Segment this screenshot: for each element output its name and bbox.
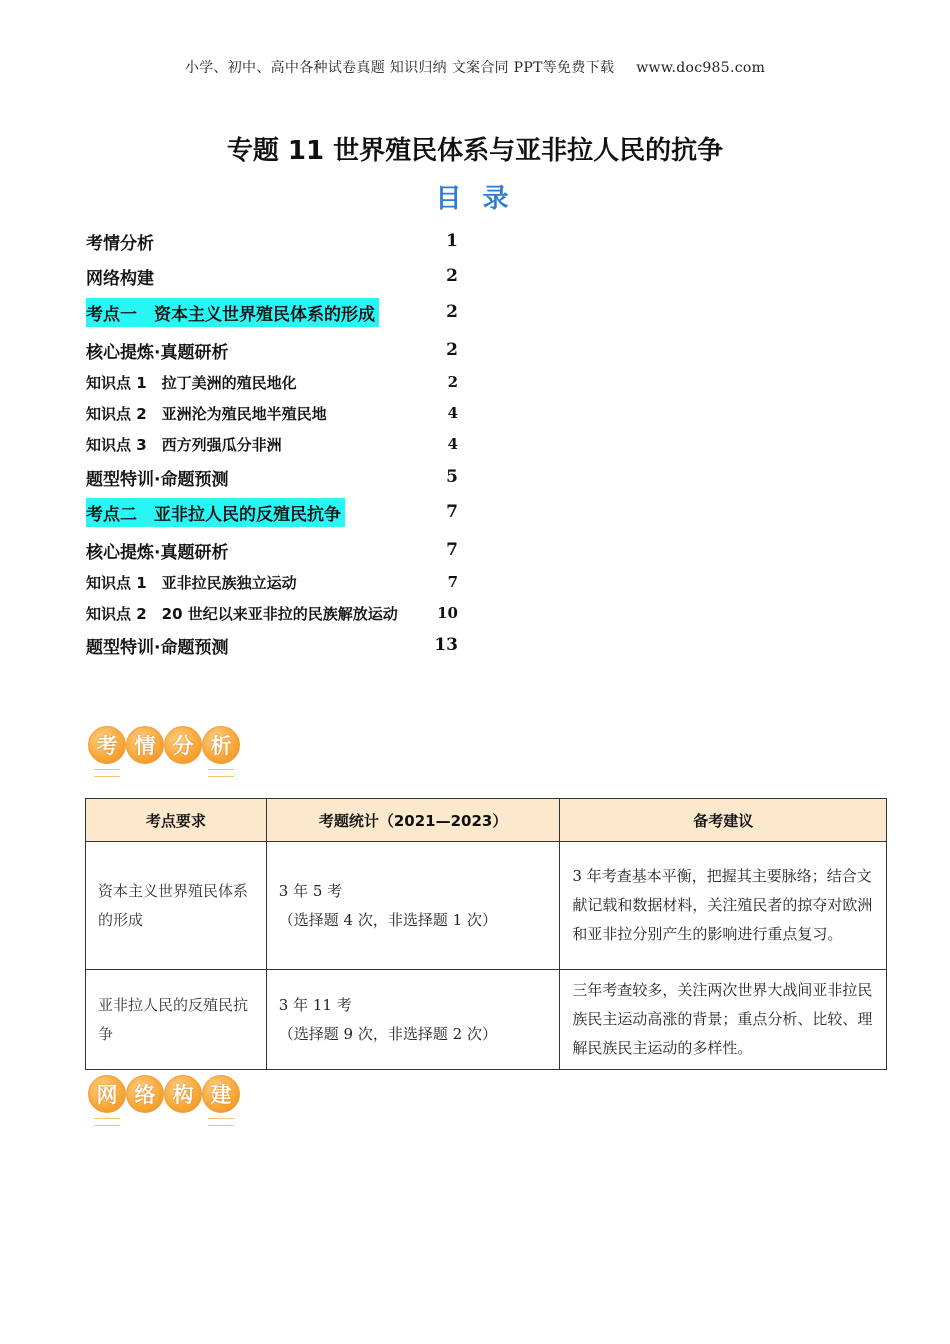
toc-entry-label: 考情分析 xyxy=(86,233,154,254)
section-banner-network xyxy=(88,1075,240,1125)
toc-entry-page: 2 xyxy=(446,266,458,286)
toc-entry[interactable] xyxy=(86,400,458,426)
exam-analysis-table xyxy=(85,798,887,1070)
toc-entry-page: 7 xyxy=(447,573,458,591)
toc-entry-label: 知识点 1 拉丁美洲的殖民地化 xyxy=(86,373,297,392)
toc-entry[interactable] xyxy=(86,369,458,395)
toc-entry-page: 1 xyxy=(446,231,458,251)
toc-entry-label: 知识点 2 亚洲沦为殖民地半殖民地 xyxy=(86,404,327,423)
toc-entry-label: 核心提炼·真题研析 xyxy=(86,342,229,363)
toc-entry[interactable] xyxy=(86,535,458,565)
toc-entry-page: 4 xyxy=(447,404,458,422)
section-banner-analysis xyxy=(88,726,240,776)
advice-cell: 三年考查较多，关注两次世界大战间亚非拉民族民主运动高涨的背景；重点分析、比较、理解民族民主运动的多样性。 xyxy=(560,970,887,1070)
stat-line: （选择题 4 次，非选择题 1 次） xyxy=(278,910,497,929)
toc-entry-highlighted[interactable] xyxy=(86,497,458,527)
toc-entry-page: 2 xyxy=(446,340,458,360)
exam-stat-cell xyxy=(266,970,560,1070)
toc-entry[interactable] xyxy=(86,600,458,626)
banner-char: 络 xyxy=(126,1075,164,1113)
exam-stat-cell xyxy=(266,842,560,970)
banner-char: 考 xyxy=(88,726,126,764)
exam-point-cell: 资本主义世界殖民体系的形成 xyxy=(86,842,267,970)
toc-entry-page: 2 xyxy=(447,373,458,391)
toc-entry[interactable] xyxy=(86,431,458,457)
header-text: 小学、初中、高中各种试卷真题 知识归纳 文案合同 PPT等免费下载 xyxy=(184,60,615,76)
column-header: 考题统计（2021—2023） xyxy=(266,799,560,842)
table-row xyxy=(86,842,887,970)
toc-entry[interactable] xyxy=(86,261,458,291)
exam-point-cell: 亚非拉人民的反殖民抗争 xyxy=(86,970,267,1070)
toc-entry-label: 知识点 1 亚非拉民族独立运动 xyxy=(86,573,297,592)
toc-entry-highlighted[interactable] xyxy=(86,297,458,327)
toc-entry[interactable] xyxy=(86,226,458,256)
document-title: 专题 11 世界殖民体系与亚非拉人民的抗争 xyxy=(226,136,724,166)
table-header-row xyxy=(86,799,887,842)
toc-entry-page: 13 xyxy=(434,635,458,655)
column-header: 考点要求 xyxy=(86,799,267,842)
toc-entry-label: 考点一 资本主义世界殖民体系的形成 xyxy=(86,298,379,327)
header-url[interactable]: www.doc985.com xyxy=(636,60,766,76)
toc-entry-label: 网络构建 xyxy=(86,268,154,289)
toc-entry-page: 7 xyxy=(446,540,458,560)
toc-entry[interactable] xyxy=(86,335,458,365)
toc-entry-page: 7 xyxy=(446,502,458,522)
toc-entry-page: 2 xyxy=(446,302,458,322)
toc-entry-label: 核心提炼·真题研析 xyxy=(86,542,229,563)
toc-entry-page: 4 xyxy=(447,435,458,453)
banner-char: 构 xyxy=(164,1075,202,1113)
banner-char: 网 xyxy=(88,1075,126,1113)
banner-char: 析 xyxy=(202,726,240,764)
toc-entry-label: 题型特训·命题预测 xyxy=(86,469,229,490)
toc-entry-label: 知识点 3 西方列强瓜分非洲 xyxy=(86,435,282,454)
toc-entry[interactable] xyxy=(86,569,458,595)
toc-entry-page: 5 xyxy=(446,467,458,487)
stat-line: 3 年 11 考 xyxy=(278,995,352,1014)
toc-entry[interactable] xyxy=(86,630,458,660)
toc-entry-label: 题型特训·命题预测 xyxy=(86,637,229,658)
banner-char: 分 xyxy=(164,726,202,764)
toc-entry-page: 10 xyxy=(437,604,458,622)
banner-char: 建 xyxy=(202,1075,240,1113)
stat-line: 3 年 5 考 xyxy=(278,881,343,900)
toc-entry-label: 知识点 2 20 世纪以来亚非拉的民族解放运动 xyxy=(86,604,398,623)
page-header xyxy=(0,57,950,77)
advice-cell: 3 年考查基本平衡，把握其主要脉络；结合文献记载和数据材料，关注殖民者的掠夺对欧洲和亚非拉分别产生的影响进行重点复习。 xyxy=(560,842,887,970)
toc-entry[interactable] xyxy=(86,462,458,492)
column-header: 备考建议 xyxy=(560,799,887,842)
toc-heading: 目 录 xyxy=(435,184,515,214)
toc-entry-label: 考点二 亚非拉人民的反殖民抗争 xyxy=(86,498,345,527)
banner-char: 情 xyxy=(126,726,164,764)
stat-line: （选择题 9 次，非选择题 2 次） xyxy=(278,1024,497,1043)
table-row xyxy=(86,970,887,1070)
